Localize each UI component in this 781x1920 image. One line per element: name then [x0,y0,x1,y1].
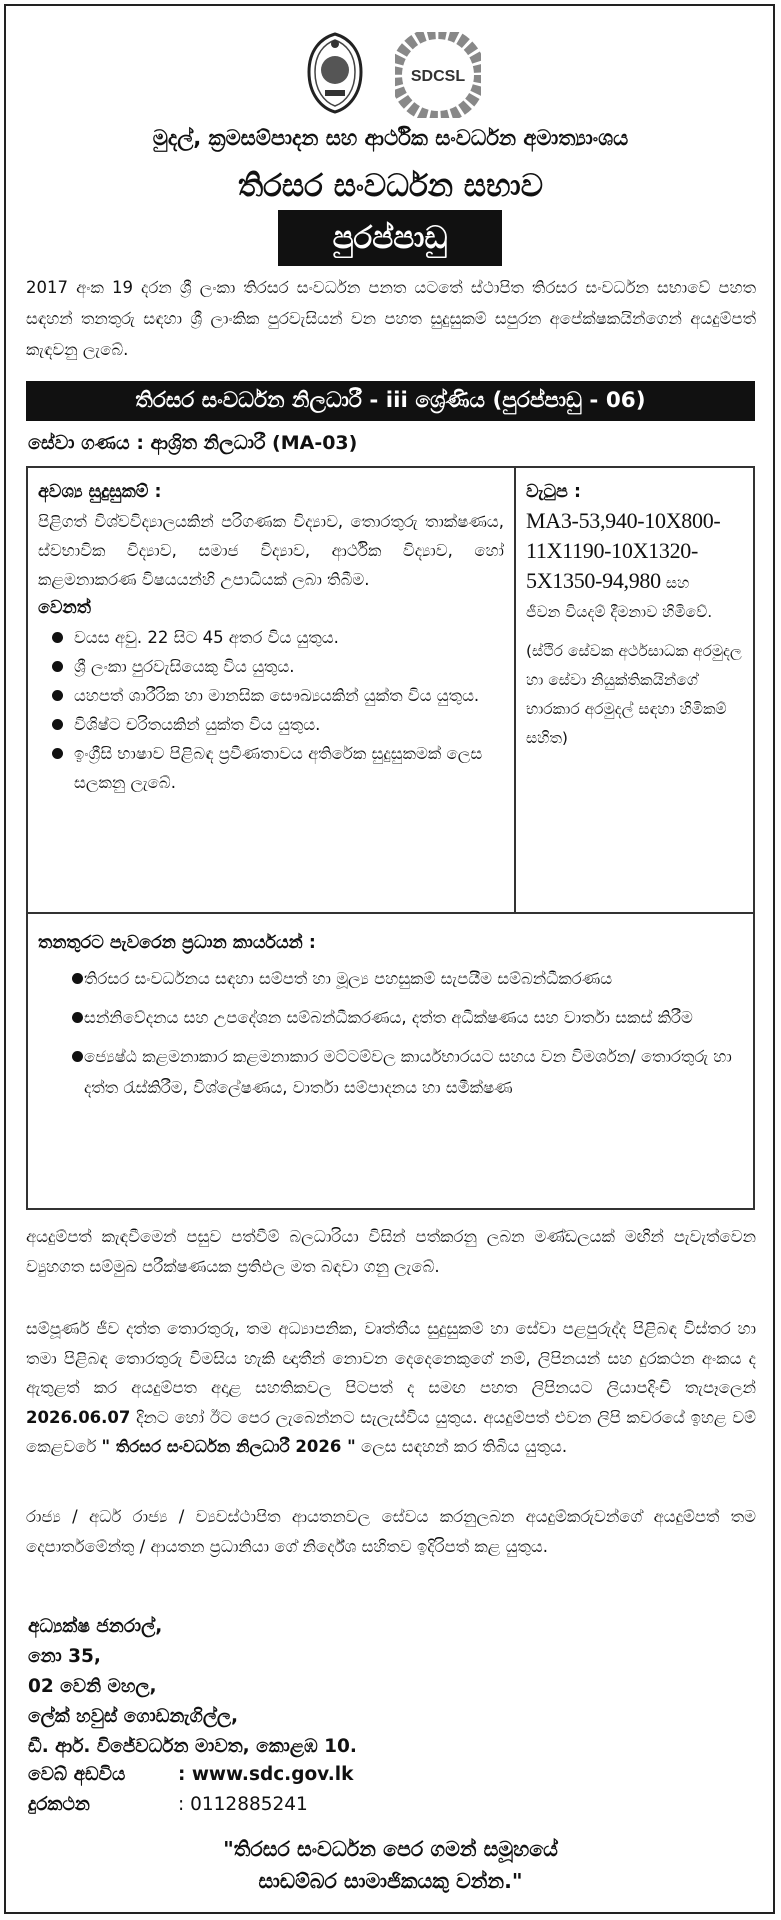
list-item [38,710,504,739]
bullet-icon [52,719,63,730]
list-item [38,1002,746,1033]
other-requirements-list [38,623,504,797]
row-divider [28,912,753,914]
address-line: නො 35, [28,1646,101,1667]
list-item-text: සන්නිවේදනය සහ උපදේශන සම්බන්ධීකරණය, දත්ත අධීක්ෂණය සහ වාර්තා සකස් කිරීම [84,1008,693,1027]
duties-cell [38,928,746,1111]
address-line: 02 වෙනි මහල, [28,1676,157,1697]
sdcsl-logo-text: SDCSL [410,68,466,85]
council-name: තිරසර සංවර්ධන සභාව [238,168,543,204]
phone-row [28,1790,353,1820]
list-item-text: තිරසර සංවර්ධනය සඳහා සම්පත් හා මූල්‍ය පහසුකම් සැපයීම සම්බන්ධීකරණය [84,969,613,988]
selection-note: අයදුම්පත් කැඳවීමෙන් පසුව පත්වීම් බලධාරියා විසින් පත්කරනු ලබන මණ්ඩලයක් මඟින් පැවැත්වෙන ව්‍යුහගත සම්මුඛ පරීක්ෂණයක ප්‍රතිඵල මත බඳවා ගනු ලැබේ. [26,1227,756,1276]
salary-scale-block [526,506,746,598]
list-item [38,652,504,681]
deadline-date: 2026.06.07 [26,1407,131,1427]
website-label: වෙබ් අඩවිය [28,1764,126,1785]
salary-scale-suffix: සහ [665,574,690,592]
application-text-after: ලෙස සඳහන් කර තිබිය යුතුය. [360,1437,568,1456]
phone-label: දුරකථන [28,1794,90,1815]
contact-info [28,1760,353,1820]
slogan-line: "තිරසර සංවර්ධන පෙර ගමන් සමූහයේ [223,1837,558,1861]
list-item [38,1041,746,1103]
salary-cell [526,478,746,753]
vacancies-banner: පුරප්පාඩු [278,210,502,266]
salary-fund-note: (ස්ථිර සේවක අර්ථසාධක අරමුදල හා සේවා නියුක්තිකයින්ගේ භාරකාර අරමුදල් සඳහා හිමිකම් සහිත) [526,642,742,747]
list-item [38,963,746,994]
list-item [38,681,504,710]
list-item-text: ඉංග්‍රීසි භාෂාව පිළිබඳ ප්‍රවීණතාවය අතිරේක සුදුසුකමක් ලෙස සලකනු ලැබේ. [74,744,483,792]
salary-allowance-note: ජීවන වියදම් දීමනාව හිමිවේ. [526,603,713,621]
bullet-icon [52,748,63,759]
requirements-heading: අවශ්‍ය සුදුසුකම් : [38,482,162,502]
list-item [38,623,504,652]
bullet-icon [72,973,83,984]
application-instructions [26,1314,756,1462]
list-item-text: වයස අවු. 22 සිට 45 අතර විය යුතුය. [74,628,339,647]
requirements-text: පිළිගත් විශ්වවිද්‍යාලයකින් පරිගණක විද්‍යාව, තොරතුරු තාක්ෂණය, ස්වභාවික විද්‍යාව, සමාජ විද්‍යාව, ආර්ථික විද්‍යාව, හෝ කළමනාකරණ විෂයයන්හි උපාධියක් ලබා තිබීම. [38,512,504,589]
website-link[interactable]: : www.sdc.gov.lk [178,1764,354,1785]
other-heading: වෙනත් [38,598,91,618]
ministry-name: මුදල්, ක්‍රමසම්පාදන සහ ආර්ථික සංවර්ධන අමාත්‍යාංශය [152,126,629,150]
salary-heading: වැටුප : [526,482,581,502]
address-line: ඩී. ආර්. විජේවර්ධන මාවත, කොළඹ 10. [28,1736,357,1757]
bullet-icon [52,661,63,672]
website-row [28,1760,353,1790]
details-table [26,466,755,1210]
header-logos [0,28,781,124]
bullet-icon [72,1012,83,1023]
list-item-text: ශ්‍රී ලංකා පුරවැසියෙකු විය යුතුය. [74,657,295,676]
slogan [0,1833,781,1897]
sdcsl-logo-icon [395,32,481,118]
intro-paragraph: 2017 අංක 19 දරන ශ්‍රී ලංකා තිරසර සංවර්ධන පනත යටතේ ස්ථාපිත තිරසර සංවර්ධන සභාවේ පහත සඳහන් තනතුරු සඳහා ශ්‍රී ලාංකික පුරවැසියන් වන පහත සුදුසුකම් සපුරන අපේක්ෂකයින්ගෙන් අයදුම්පත් කැඳවනු ලැබේ. [26,278,756,359]
duties-list [38,963,746,1103]
bullet-icon [52,690,63,701]
bullet-icon [72,1051,83,1062]
phone-number: : 0112885241 [178,1794,308,1815]
post-title-bar: තිරසර සංවර්ධන නිලධාරී - iii ශ්‍රේණිය (පුරප්පාඩු - 06) [26,381,755,421]
sri-lanka-emblem-icon [303,32,367,114]
application-text-before: සම්පූර්ණ ජීව දත්ත තොරතුරු, තම අධ්‍යාපනික, වෘත්තීය සුදුසුකම් හා සේවා පළපුරුද්ද පිළිබඳ විස්තර හා තමා පිළිබඳ තොරතුරු විමසිය හැකි ඥාතීන් නොවන දෙදෙනෙකුගේ නම්, ලිපිනයන් සහ දුරකථන අංකය ද ඇතුළත් කර අයදුම්පත අදාළ සහතිකවල පිටපත් ද සමඟ පහත ලිපිනයට ලියාපදිංචි තැපෑලෙන් [26,1319,756,1397]
list-item-text: යහපත් ශාරීරික හා මානසික සෞඛ්‍යයකින් යුක්ත විය යුතුය. [74,686,480,705]
list-item [38,739,504,797]
envelope-label: " තිරසර සංවර්ධන නිලධාරී 2026 " [101,1437,356,1456]
list-item-text: ජ්‍යෙෂ්ඨ කළමනාකාර කළමනාකාර මට්ටම්වල කාර්යභාරයට සහය වන විමර්ශන/ තොරතුරු හා දත්ත රැස්කිරීම, විශ්ලේෂණය, වාර්තා සම්පාදනය හා සමීක්ෂණ [84,1047,732,1097]
duties-heading: තනතුරට පැවරෙන ප්‍රධාන කාර්යයන් : [38,933,316,953]
requirements-cell [38,478,504,797]
salary-scale: MA3-53,940-10X800-11X1190-10X1320-5X1350-94,980 [526,508,721,593]
postal-address [28,1612,357,1762]
column-divider [514,468,516,914]
address-line: අධ්‍යක්ෂ ජනරාල්, [28,1616,163,1637]
application-text-mid: දිනට හෝ ඊට පෙර ලැබෙන්නට සැලැස්විය යුතුය. අයදුම්පත් එවන ලිපි කවරයේ ඉහළ වම් කෙළවරේ [26,1407,756,1456]
service-category: සේවා ගණය : ආශ්‍රිත නිලධාරී (MA-03) [28,432,358,454]
address-line: ලේක් හවුස් ගොඩනැගිල්ල, [28,1706,239,1727]
bullet-icon [52,632,63,643]
list-item-text: විශිෂ්ට චරිතයකින් යුක්ත විය යුතුය. [74,715,321,734]
slogan-line: සාඩම්බර සාමාජිකයකු වන්න." [258,1869,523,1893]
government-applicants-note: රාජ්‍ය / අර්ධ රාජ්‍ය / ව්‍යවස්ථාපිත ආයතනවල සේවය කරනුලබන අයදුම්කරුවන්ගේ අයදුම්පත් තම දෙපාර්තමේන්තු / ආයතන ප්‍රධානියා ගේ නිර්දේශ සහිතව ඉදිරිපත් කළ යුතුය. [26,1507,756,1556]
